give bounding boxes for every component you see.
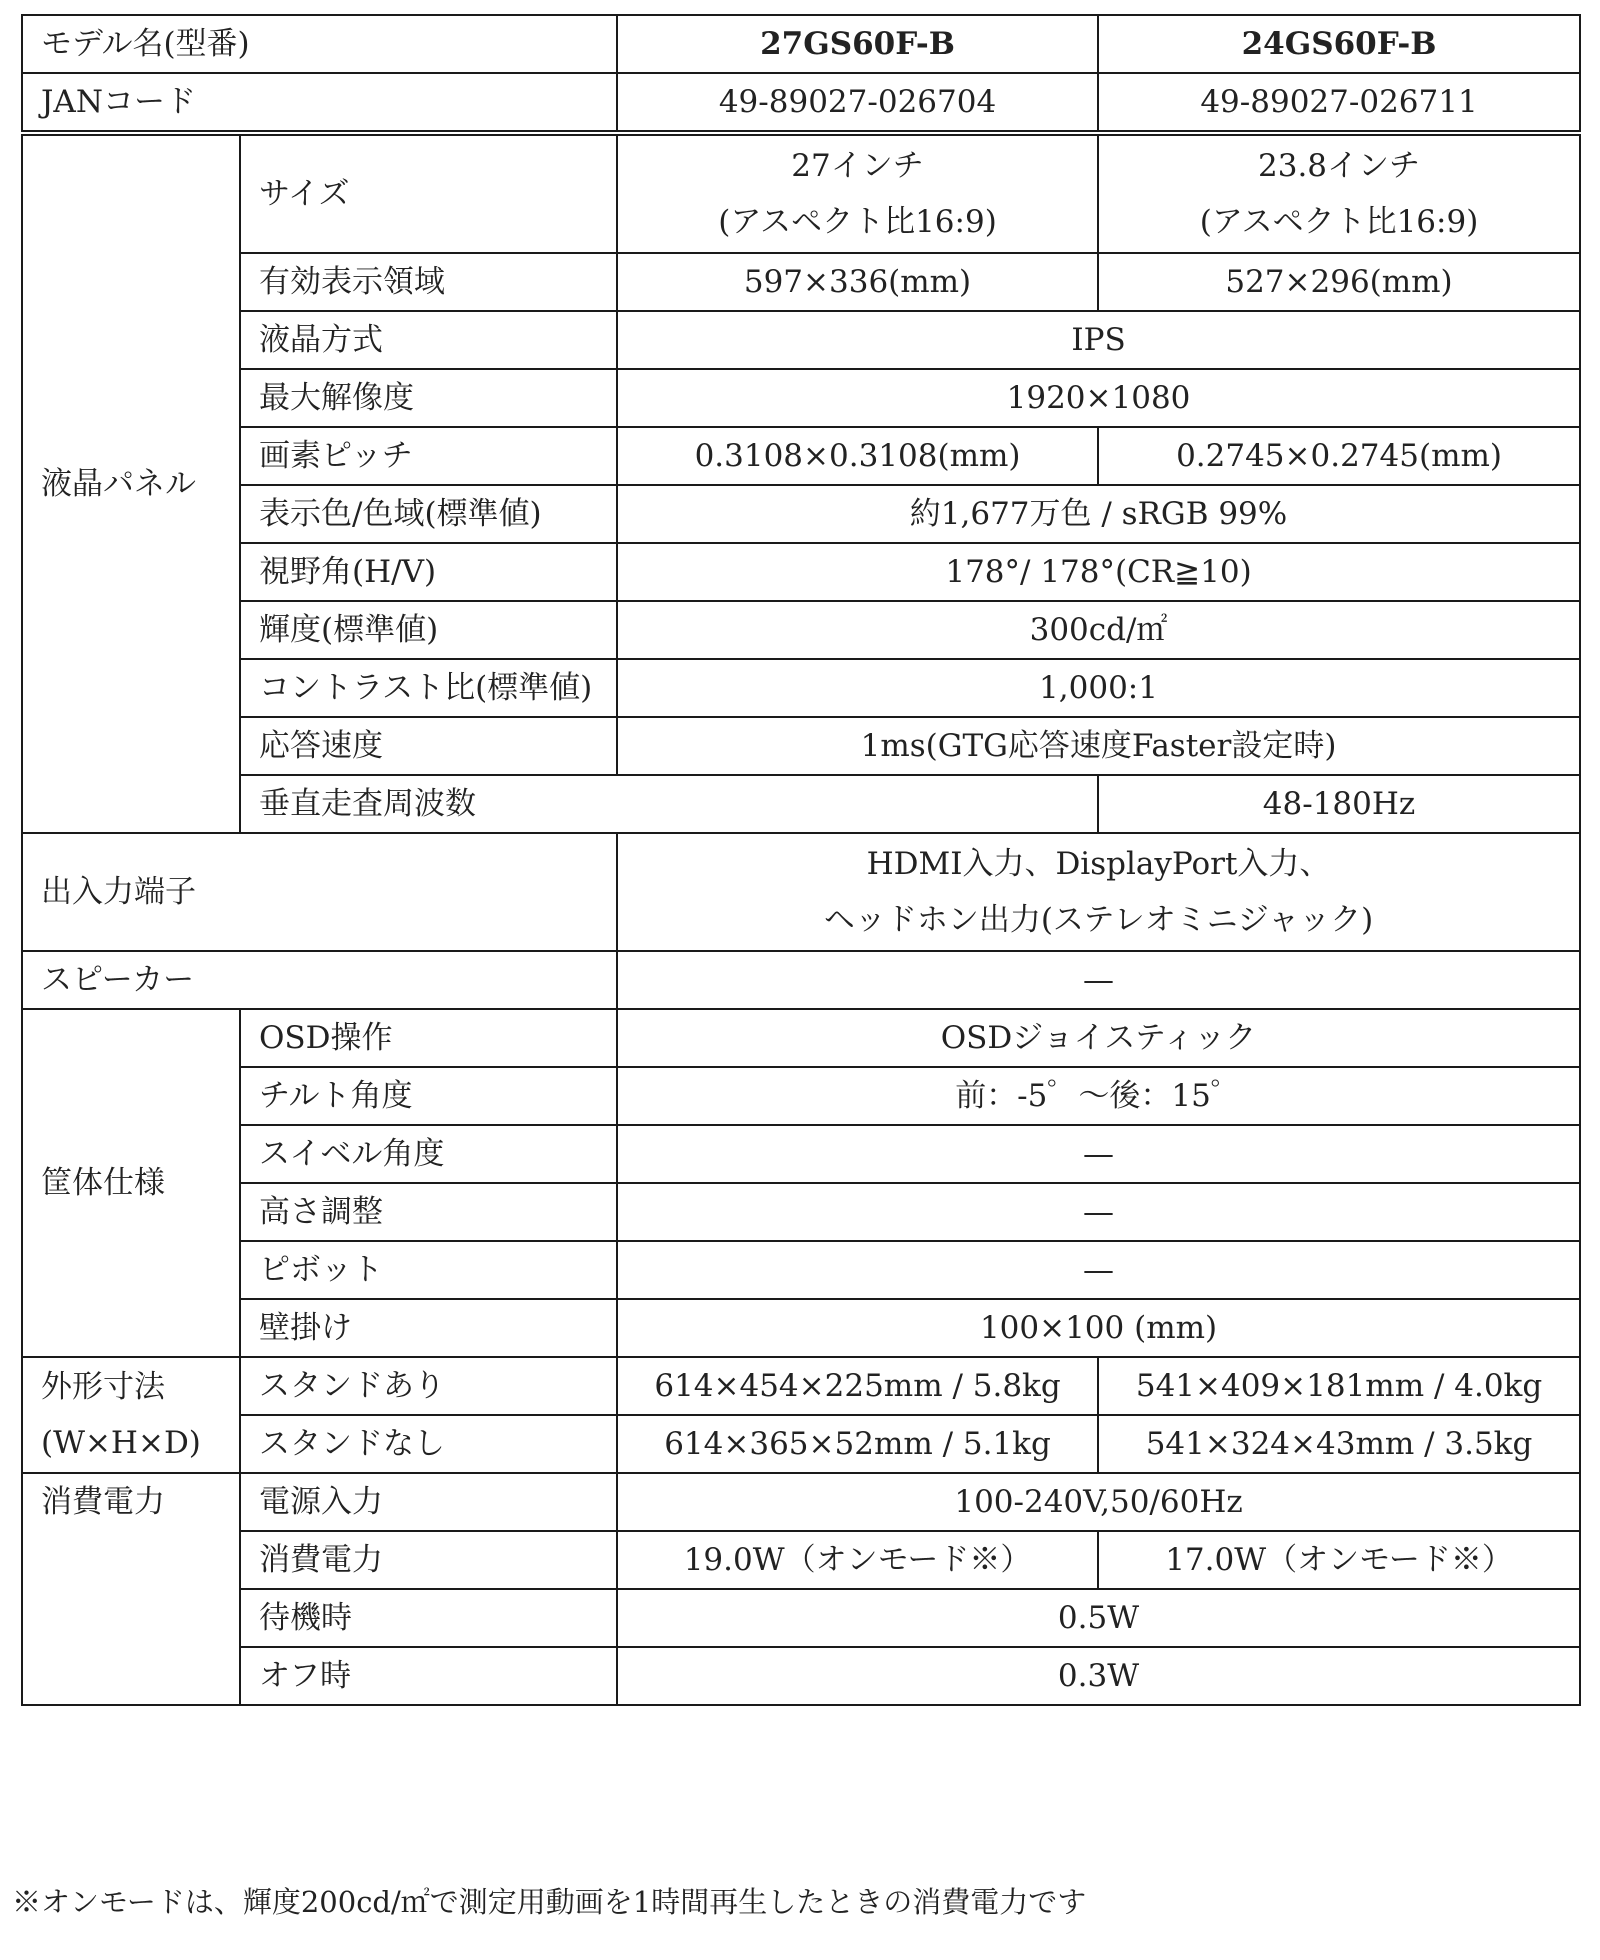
panel-view-row (22, 543, 1580, 601)
chassis-group-label: 筐体仕様 (22, 1009, 240, 1357)
input-value: 100-240V,50/60Hz (617, 1473, 1580, 1531)
stand-b: 541×409×181mm / 4.0kg (1098, 1357, 1580, 1415)
off-value: 0.3W (617, 1647, 1580, 1705)
tilt-label: チルト角度 (240, 1067, 617, 1125)
stand-a: 614×454×225mm / 5.8kg (617, 1357, 1098, 1415)
response-value: 1ms(GTG応答速度Faster設定時) (617, 717, 1580, 775)
power-group-label: 消費電力 (22, 1473, 240, 1705)
panel-size-row (22, 133, 1580, 253)
model-b: 24GS60F-B (1098, 15, 1580, 73)
footnote: ※オンモードは、輝度200cd/㎡で測定用動画を1時間再生したときの消費電力です (12, 1885, 1087, 1919)
size-label: サイズ (240, 133, 617, 253)
consumption-label: 消費電力 (240, 1531, 617, 1589)
jan-a: 49-89027-026704 (617, 73, 1098, 133)
panel-contrast-row (22, 659, 1580, 717)
chassis-height-row (22, 1183, 1580, 1241)
contrast-value: 1,000:1 (617, 659, 1580, 717)
res-value: 1920×1080 (617, 369, 1580, 427)
size-b-line2: (アスペクト比16:9) (1199, 204, 1479, 240)
input-label: 電源入力 (240, 1473, 617, 1531)
chassis-tilt-row (22, 1067, 1580, 1125)
speaker-value: — (617, 951, 1580, 1009)
panel-color-row (22, 485, 1580, 543)
size-a-line2: (アスペクト比16:9) (718, 204, 997, 240)
io-label: 出入力端子 (22, 833, 617, 951)
color-value: 約1,677万色 / sRGB 99% (617, 485, 1580, 543)
height-label: 高さ調整 (240, 1183, 617, 1241)
nostand-a: 614×365×52mm / 5.1kg (617, 1415, 1098, 1473)
standby-label: 待機時 (240, 1589, 617, 1647)
speaker-row (22, 951, 1580, 1009)
panel-pitch-row (22, 427, 1580, 485)
type-value: IPS (617, 311, 1580, 369)
contrast-label: コントラスト比(標準値) (240, 659, 617, 717)
freq-value: 48-180Hz (1098, 775, 1580, 833)
area-label: 有効表示領域 (240, 253, 617, 311)
panel-area-row (22, 253, 1580, 311)
chassis-osd-row (22, 1009, 1580, 1067)
height-value: — (617, 1183, 1580, 1241)
model-label: モデル名(型番) (22, 15, 617, 73)
pitch-a: 0.3108×0.3108(mm) (617, 427, 1098, 485)
pivot-label: ピボット (240, 1241, 617, 1299)
dims-group-line2: (W×H×D) (41, 1425, 201, 1461)
power-input-row (22, 1473, 1580, 1531)
osd-label: OSD操作 (240, 1009, 617, 1067)
jan-b: 49-89027-026711 (1098, 73, 1580, 133)
pivot-value: — (617, 1241, 1580, 1299)
nostand-b: 541×324×43mm / 3.5kg (1098, 1415, 1580, 1473)
tilt-value: 前：-5゜～後：15゜ (617, 1067, 1580, 1125)
io-value (617, 833, 1580, 951)
swivel-label: スイベル角度 (240, 1125, 617, 1183)
panel-bright-row (22, 601, 1580, 659)
panel-type-row (22, 311, 1580, 369)
freq-row (22, 775, 1580, 833)
io-row (22, 833, 1580, 951)
type-label: 液晶方式 (240, 311, 617, 369)
response-label: 応答速度 (240, 717, 617, 775)
chassis-pivot-row (22, 1241, 1580, 1299)
power-standby-row (22, 1589, 1580, 1647)
size-a (617, 133, 1098, 253)
area-b: 527×296(mm) (1098, 253, 1580, 311)
size-a-line1: 27インチ (791, 148, 924, 184)
area-a: 597×336(mm) (617, 253, 1098, 311)
panel-res-row (22, 369, 1580, 427)
io-line1: HDMI入力、DisplayPort入力、 (866, 846, 1331, 882)
res-label: 最大解像度 (240, 369, 617, 427)
chassis-swivel-row (22, 1125, 1580, 1183)
pitch-b: 0.2745×0.2745(mm) (1098, 427, 1580, 485)
spec-table (21, 14, 1581, 1706)
model-a: 27GS60F-B (617, 15, 1098, 73)
nostand-label: スタンドなし (240, 1415, 617, 1473)
consumption-b: 17.0W（オンモード※） (1098, 1531, 1580, 1589)
model-row (22, 15, 1580, 73)
stand-label: スタンドあり (240, 1357, 617, 1415)
swivel-value: — (617, 1125, 1580, 1183)
off-label: オフ時 (240, 1647, 617, 1705)
size-b-line1: 23.8インチ (1258, 148, 1421, 184)
view-label: 視野角(H/V) (240, 543, 617, 601)
dims-stand-row (22, 1357, 1580, 1415)
size-b (1098, 133, 1580, 253)
jan-label: JANコード (22, 73, 617, 133)
speaker-label: スピーカー (22, 951, 617, 1009)
dims-group-label (22, 1357, 240, 1473)
standby-value: 0.5W (617, 1589, 1580, 1647)
dims-nostand-row (22, 1415, 1580, 1473)
freq-label: 垂直走査周波数 (240, 775, 1098, 833)
io-line2: ヘッドホン出力(ステレオミニジャック) (823, 902, 1374, 938)
consumption-a: 19.0W（オンモード※） (617, 1531, 1098, 1589)
osd-value: OSDジョイスティック (617, 1009, 1580, 1067)
wall-value: 100×100 (mm) (617, 1299, 1580, 1357)
power-consumption-row (22, 1531, 1580, 1589)
chassis-wall-row (22, 1299, 1580, 1357)
panel-group-label: 液晶パネル (22, 133, 240, 833)
bright-label: 輝度(標準値) (240, 601, 617, 659)
dims-group-line1: 外形寸法 (41, 1369, 165, 1405)
wall-label: 壁掛け (240, 1299, 617, 1357)
bright-value: 300cd/㎡ (617, 601, 1580, 659)
color-label: 表示色/色域(標準値) (240, 485, 617, 543)
panel-response-row (22, 717, 1580, 775)
view-value: 178°/ 178°(CR≧10) (617, 543, 1580, 601)
jan-row (22, 73, 1580, 133)
pitch-label: 画素ピッチ (240, 427, 617, 485)
power-off-row (22, 1647, 1580, 1705)
